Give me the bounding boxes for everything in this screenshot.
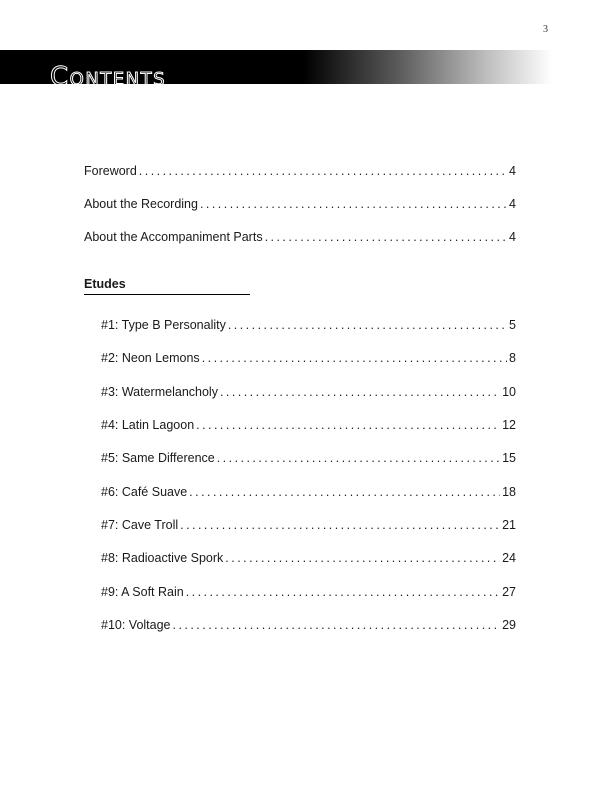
toc-entry-etude-9[interactable] (101, 584, 516, 600)
toc-entry-label: About the Recording (84, 197, 198, 211)
toc-entry-page: 24 (502, 551, 516, 565)
dot-leader (202, 350, 507, 366)
toc-entry-label: #8: Radioactive Spork (101, 551, 224, 565)
toc-entry-label: About the Accompaniment Parts (84, 230, 263, 244)
toc-entry-etude-8[interactable] (101, 550, 516, 566)
dot-leader (180, 517, 500, 533)
toc-entry-etude-6[interactable] (101, 484, 516, 500)
toc-entry-page: 15 (502, 451, 516, 465)
toc-entry-page: 21 (502, 518, 516, 532)
dot-leader (196, 417, 500, 433)
toc-entry-label: Foreword (84, 164, 137, 178)
toc-entry-label: #6: Café Suave (101, 485, 188, 499)
toc-entry-page: 8 (509, 351, 516, 365)
toc-entry-label: #10: Voltage (101, 618, 171, 632)
toc-entry-about-accompaniment[interactable] (84, 229, 516, 245)
toc-entry-about-recording[interactable] (84, 196, 516, 212)
dot-leader (189, 484, 500, 500)
toc-entry-etude-10[interactable] (101, 617, 516, 633)
toc-entry-etude-7[interactable] (101, 517, 516, 533)
toc-entry-page: 12 (502, 418, 516, 432)
toc-entry-label: #3: Watermelancholy (101, 385, 218, 399)
dot-leader (200, 196, 507, 212)
toc-entry-label: #7: Cave Troll (101, 518, 179, 532)
dot-leader (173, 617, 501, 633)
toc-entry-page: 5 (509, 318, 516, 332)
toc-entry-etude-3[interactable] (101, 384, 516, 400)
page-number: 3 (543, 24, 548, 35)
toc-entry-label: #5: Same Difference (101, 451, 215, 465)
toc-entry-label: #1: Type B Personality (101, 318, 226, 332)
toc-entry-label: #4: Latin Lagoon (101, 418, 195, 432)
page-title: Contents (50, 62, 167, 92)
toc-entry-page: 4 (509, 164, 516, 178)
dot-leader (220, 384, 500, 400)
toc-entry-page: 10 (502, 385, 516, 399)
toc-entry-etude-1[interactable] (101, 317, 516, 333)
dot-leader (265, 229, 507, 245)
toc-entry-page: 27 (502, 585, 516, 599)
toc-entry-page: 29 (502, 618, 516, 632)
dot-leader (228, 317, 507, 333)
toc-entry-label: #9: A Soft Rain (101, 585, 184, 599)
toc-entry-page: 4 (509, 197, 516, 211)
toc-entry-etude-4[interactable] (101, 417, 516, 433)
dot-leader (139, 163, 507, 179)
toc-entry-page: 4 (509, 230, 516, 244)
dot-leader (217, 450, 500, 466)
toc-entry-etude-2[interactable] (101, 350, 516, 366)
toc-entry-label: #2: Neon Lemons (101, 351, 200, 365)
dot-leader (186, 584, 500, 600)
dot-leader (225, 550, 500, 566)
toc-entry-etude-5[interactable] (101, 450, 516, 466)
section-heading-etudes: Etudes (84, 276, 250, 295)
toc-entry-page: 18 (502, 485, 516, 499)
toc-entry-foreword[interactable] (84, 163, 516, 179)
